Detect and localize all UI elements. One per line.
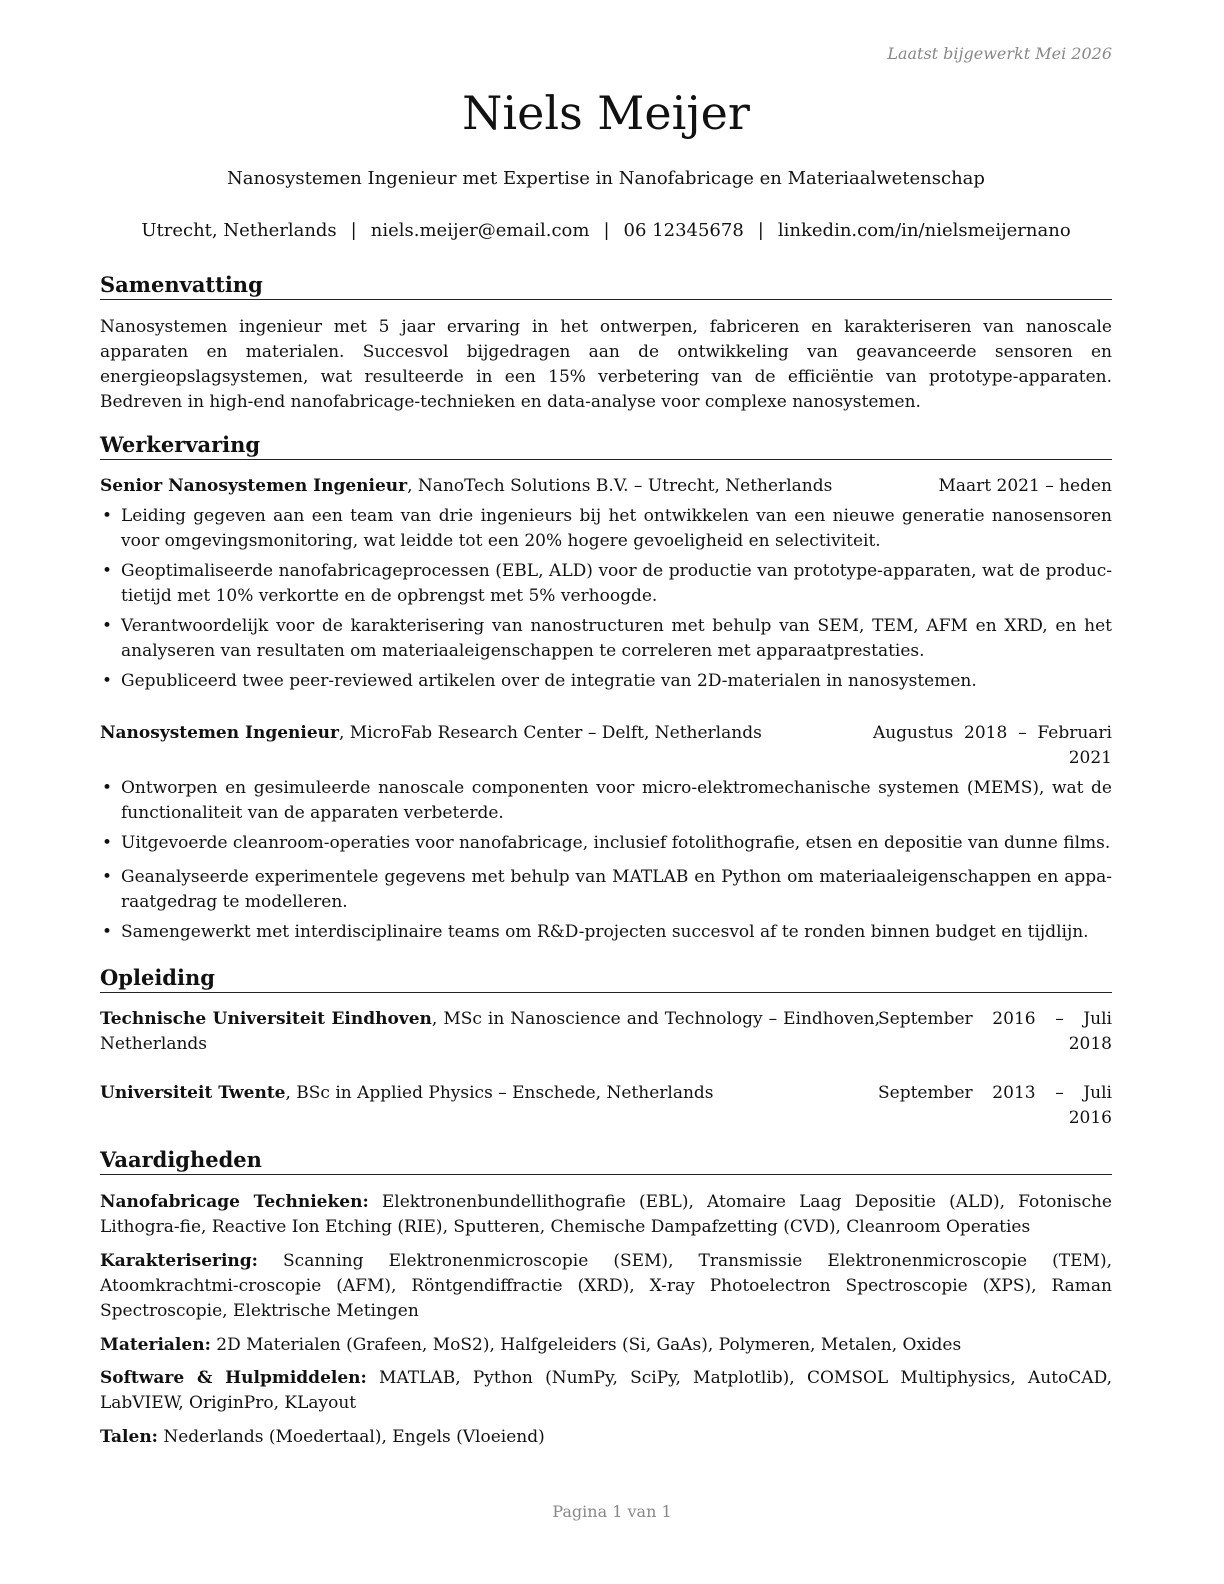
education-entry bbox=[100, 1081, 1112, 1128]
contact-line bbox=[100, 220, 1112, 241]
skill-label: Software & Hulpmiddelen: bbox=[100, 1368, 367, 1388]
skill-value: 2D Materialen (Grafeen, MoS2), Halfgeleiders (Si, GaAs), Polymeren, Metalen, Oxides bbox=[210, 1335, 962, 1355]
section-title-experience: Werkervaring bbox=[100, 432, 1112, 460]
job-role: Nanosystemen Ingenieur bbox=[100, 723, 339, 743]
list-item: • Uitgevoerde cleanroom-operaties voor nanofabricage, inclusief fotolithografie, etsen en depositie van dunne films. bbox=[102, 833, 1111, 853]
list-item: • Geoptimaliseerde nanofabricageprocessen (EBL, ALD) voor de productie van prototype-apparaten, wat de produc-tietijd met 10% verkortte en de opbrengst met 5% verhoogde. bbox=[102, 561, 1112, 606]
contact-separator: | bbox=[350, 220, 357, 241]
contact-separator: | bbox=[603, 220, 610, 241]
education-school: Universiteit Twente bbox=[100, 1083, 286, 1103]
skill-label: Nanofabricage Technieken: bbox=[100, 1192, 369, 1212]
last-updated: Laatst bijgewerkt Mei 2026 bbox=[887, 44, 1112, 63]
list-item: • Gepubliceerd twee peer-reviewed artikelen over de integratie van 2D-materialen in nanosystemen. bbox=[102, 671, 977, 691]
candidate-subtitle: Nanosystemen Ingenieur met Expertise in Nanofabricage en Materiaalwetenschap bbox=[227, 168, 985, 189]
skill-row bbox=[100, 1425, 1112, 1450]
job-dates: Augustus 2018 – Februari 2021 bbox=[872, 723, 1112, 768]
summary-text: Nanosystemen ingenieur met 5 jaar ervaring in het ontwerpen, fabriceren en karakteriseren van nanoscale apparaten en materialen. Succesvol bijgedragen aan de ontwikkeling van geavanceerde sensoren en energieopslagsystemen, wat resulteerde in een 15% verbetering van de efficiëntie van prototype-apparaten. Bedreven in high-end nanofabricage-technieken en data-analyse voor complexe nanosystemen. bbox=[100, 317, 1112, 412]
education-dates: September 2016 – Juli 2018 bbox=[878, 1009, 1112, 1054]
skill-value: MATLAB, Python (NumPy, SciPy, Matplotlib), COMSOL Multiphysics, AutoCAD, LabVIEW, OriginPro, KLayout bbox=[100, 1368, 1112, 1413]
list-item: • Leiding gegeven aan een team van drie ingenieurs bij het ontwikkelen van een nieuwe generatie nanosensoren voor omgevingsmonitoring, wat leidde tot een 20% hogere gevoeligheid en selectiviteit. bbox=[102, 506, 1112, 551]
education-school: Technische Universiteit Eindhoven bbox=[100, 1009, 432, 1029]
contact-separator: | bbox=[757, 220, 764, 241]
skill-label: Karakterisering: bbox=[100, 1251, 258, 1271]
candidate-name: Niels Meijer bbox=[462, 86, 750, 140]
skill-value: Elektronenbundellithografie (EBL), Atomaire Laag Depositie (ALD), Fotonische Lithogra-fie, Reactive Ion Etching (RIE), Sputteren, Chemische Dampafzetting (CVD), Cleanroom Operaties bbox=[100, 1192, 1112, 1237]
list-item: • Samengewerkt met interdisciplinaire teams om R&D-projecten succesvol af te ronden binnen budget en tijdlijn. bbox=[102, 922, 1089, 942]
list-item: • Geanalyseerde experimentele gegevens met behulp van MATLAB en Python om materiaaleigenschappen en appa-raatgedrag te modelleren. bbox=[102, 867, 1112, 912]
job-bullets bbox=[100, 776, 1112, 950]
skill-row bbox=[100, 1249, 1112, 1324]
skill-label: Materialen: bbox=[100, 1335, 211, 1355]
skill-value: Nederlands (Moedertaal), Engels (Vloeiend) bbox=[157, 1427, 545, 1447]
education-detail: , BSc in Applied Physics – Enschede, Netherlands bbox=[285, 1083, 714, 1103]
education-detail: , MSc in Nanoscience and Technology – Eindhoven, Netherlands bbox=[100, 1009, 880, 1054]
job-org: , MicroFab Research Center – Delft, Netherlands bbox=[339, 723, 762, 743]
job-header bbox=[100, 474, 1112, 499]
skill-value: Scanning Elektronenmicroscopie (SEM), Transmissie Elektronenmicroscopie (TEM), Atoomkrachtmi-croscopie (AFM), Röntgendiffractie (XRD), X-ray Photoelectron Spectroscopie (XPS), Raman Spectroscopie, Elektrische Metingen bbox=[100, 1251, 1112, 1321]
contact-phone[interactable]: 06 12345678 bbox=[623, 220, 744, 241]
education-dates: September 2013 – Juli 2016 bbox=[878, 1083, 1112, 1128]
contact-linkedin[interactable]: linkedin.com/in/nielsmeijernano bbox=[777, 220, 1071, 241]
job-role: Senior Nanosystemen Ingenieur bbox=[100, 476, 408, 496]
education-entry bbox=[100, 1007, 1112, 1057]
job-bullets bbox=[100, 504, 1112, 699]
contact-location: Utrecht, Netherlands bbox=[141, 220, 337, 241]
list-item: • Verantwoordelijk voor de karakterisering van nanostructuren met behulp van SEM, TEM, AFM en XRD, en het analyseren van resultaten om materiaaleigenschappen te correleren met apparaatprestaties. bbox=[102, 616, 1112, 661]
section-title-education: Opleiding bbox=[100, 965, 1112, 993]
job-org: , NanoTech Solutions B.V. – Utrecht, Netherlands bbox=[407, 476, 833, 496]
section-title-summary: Samenvatting bbox=[100, 272, 1112, 300]
skill-row bbox=[100, 1190, 1112, 1240]
skill-row bbox=[100, 1333, 1112, 1358]
job-header bbox=[100, 721, 1112, 771]
job-dates: Maart 2021 – heden bbox=[938, 476, 1112, 496]
skill-label: Talen: bbox=[100, 1427, 158, 1447]
contact-email[interactable]: niels.meijer@email.com bbox=[370, 220, 590, 241]
section-title-skills: Vaardigheden bbox=[100, 1147, 1112, 1175]
skill-row bbox=[100, 1366, 1112, 1416]
page-number: Pagina 1 van 1 bbox=[552, 1502, 672, 1521]
list-item: • Ontworpen en gesimuleerde nanoscale componenten voor micro-elektromechanische systemen (MEMS), wat de functionaliteit van de apparaten verbeterde. bbox=[102, 778, 1112, 823]
